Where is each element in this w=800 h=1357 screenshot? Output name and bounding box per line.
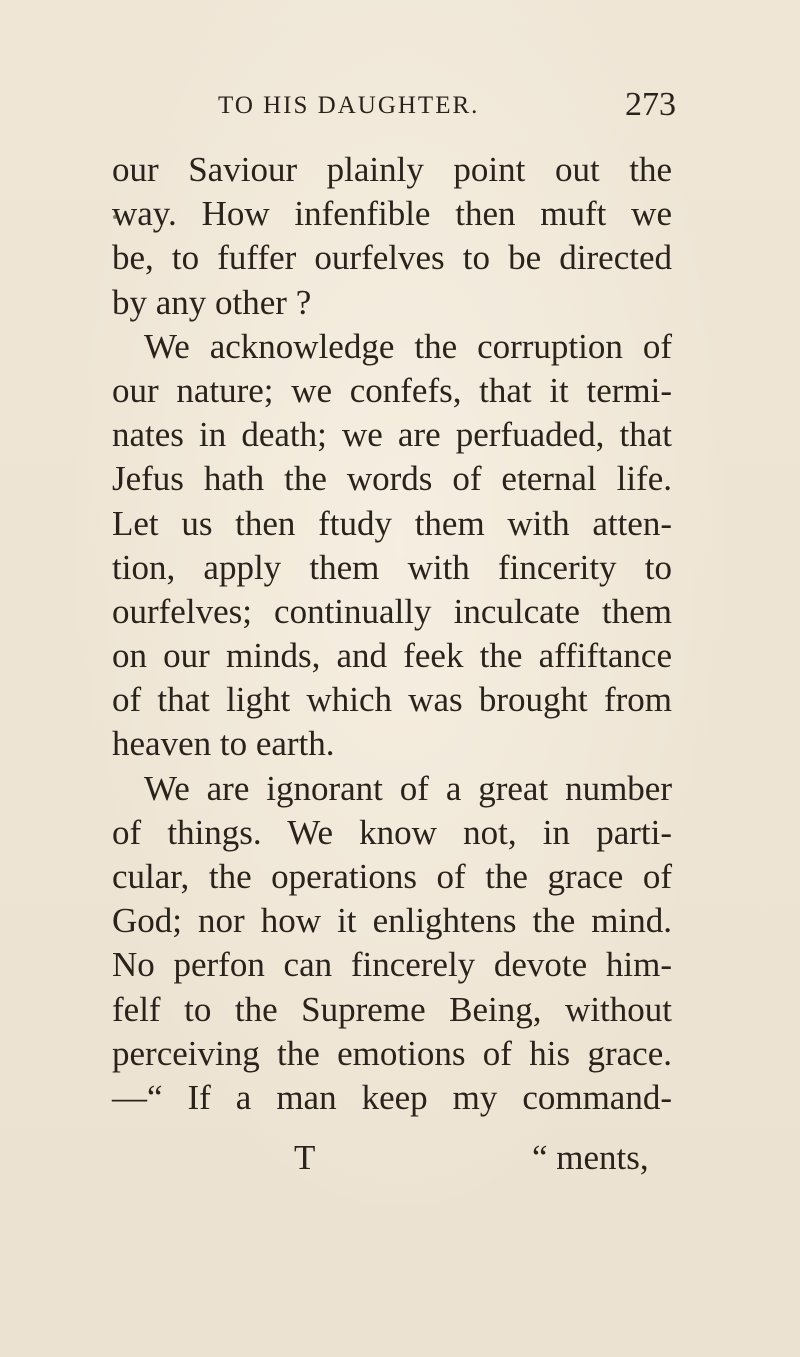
text-line-5: We acknowledge the corruption of [144, 326, 672, 366]
text-line-3: be, to fuffer ourfelves to be directed [112, 238, 672, 278]
text-line-1: our Saviour plainly point out the [112, 150, 672, 189]
text-line-22: —“ If a man keep my command- [112, 1077, 672, 1117]
signature-mark: T [294, 1138, 316, 1177]
text-line-21: perceiving the emotions of his grace. [112, 1033, 672, 1073]
running-head: TO HIS DAUGHTER. [218, 92, 480, 119]
text-line-17: cular, the operations of the grace of [112, 857, 672, 896]
text-line-12: on our minds, and feek the affiftance [112, 636, 672, 676]
body-text [112, 148, 672, 1120]
text-line-7: nates in death; we are perfuaded, that [112, 415, 672, 455]
text-line-2: way. How infenfible then muft we [112, 194, 672, 234]
catchword: “ ments, [532, 1138, 649, 1177]
text-line-9: Let us then ftudy them with atten- [112, 503, 672, 543]
text-line-8: Jefus hath the words of eternal life. [112, 459, 672, 499]
text-line-16: of things. We know not, in parti- [112, 812, 672, 852]
page-header [0, 86, 800, 132]
text-line-14: heaven to earth. [112, 724, 335, 764]
page-footer [0, 1138, 800, 1183]
text-line-18: God; nor how it enlightens the mind. [112, 901, 672, 941]
text-line-19: No perfon can fincerely devote him- [112, 945, 672, 985]
text-line-4: by any other ? [112, 282, 312, 322]
text-line-11: ourfelves; continually inculcate them [112, 591, 672, 631]
text-line-15: We are ignorant of a great number [144, 768, 672, 808]
text-line-20: felf to the Supreme Being, without [112, 989, 672, 1029]
text-line-10: tion, apply them with fincerity to [112, 547, 672, 587]
text-line-13: of that light which was brought from [112, 680, 672, 720]
text-line-6: our nature; we confefs, that it termi- [112, 370, 672, 410]
page-number: 273 [625, 86, 676, 123]
